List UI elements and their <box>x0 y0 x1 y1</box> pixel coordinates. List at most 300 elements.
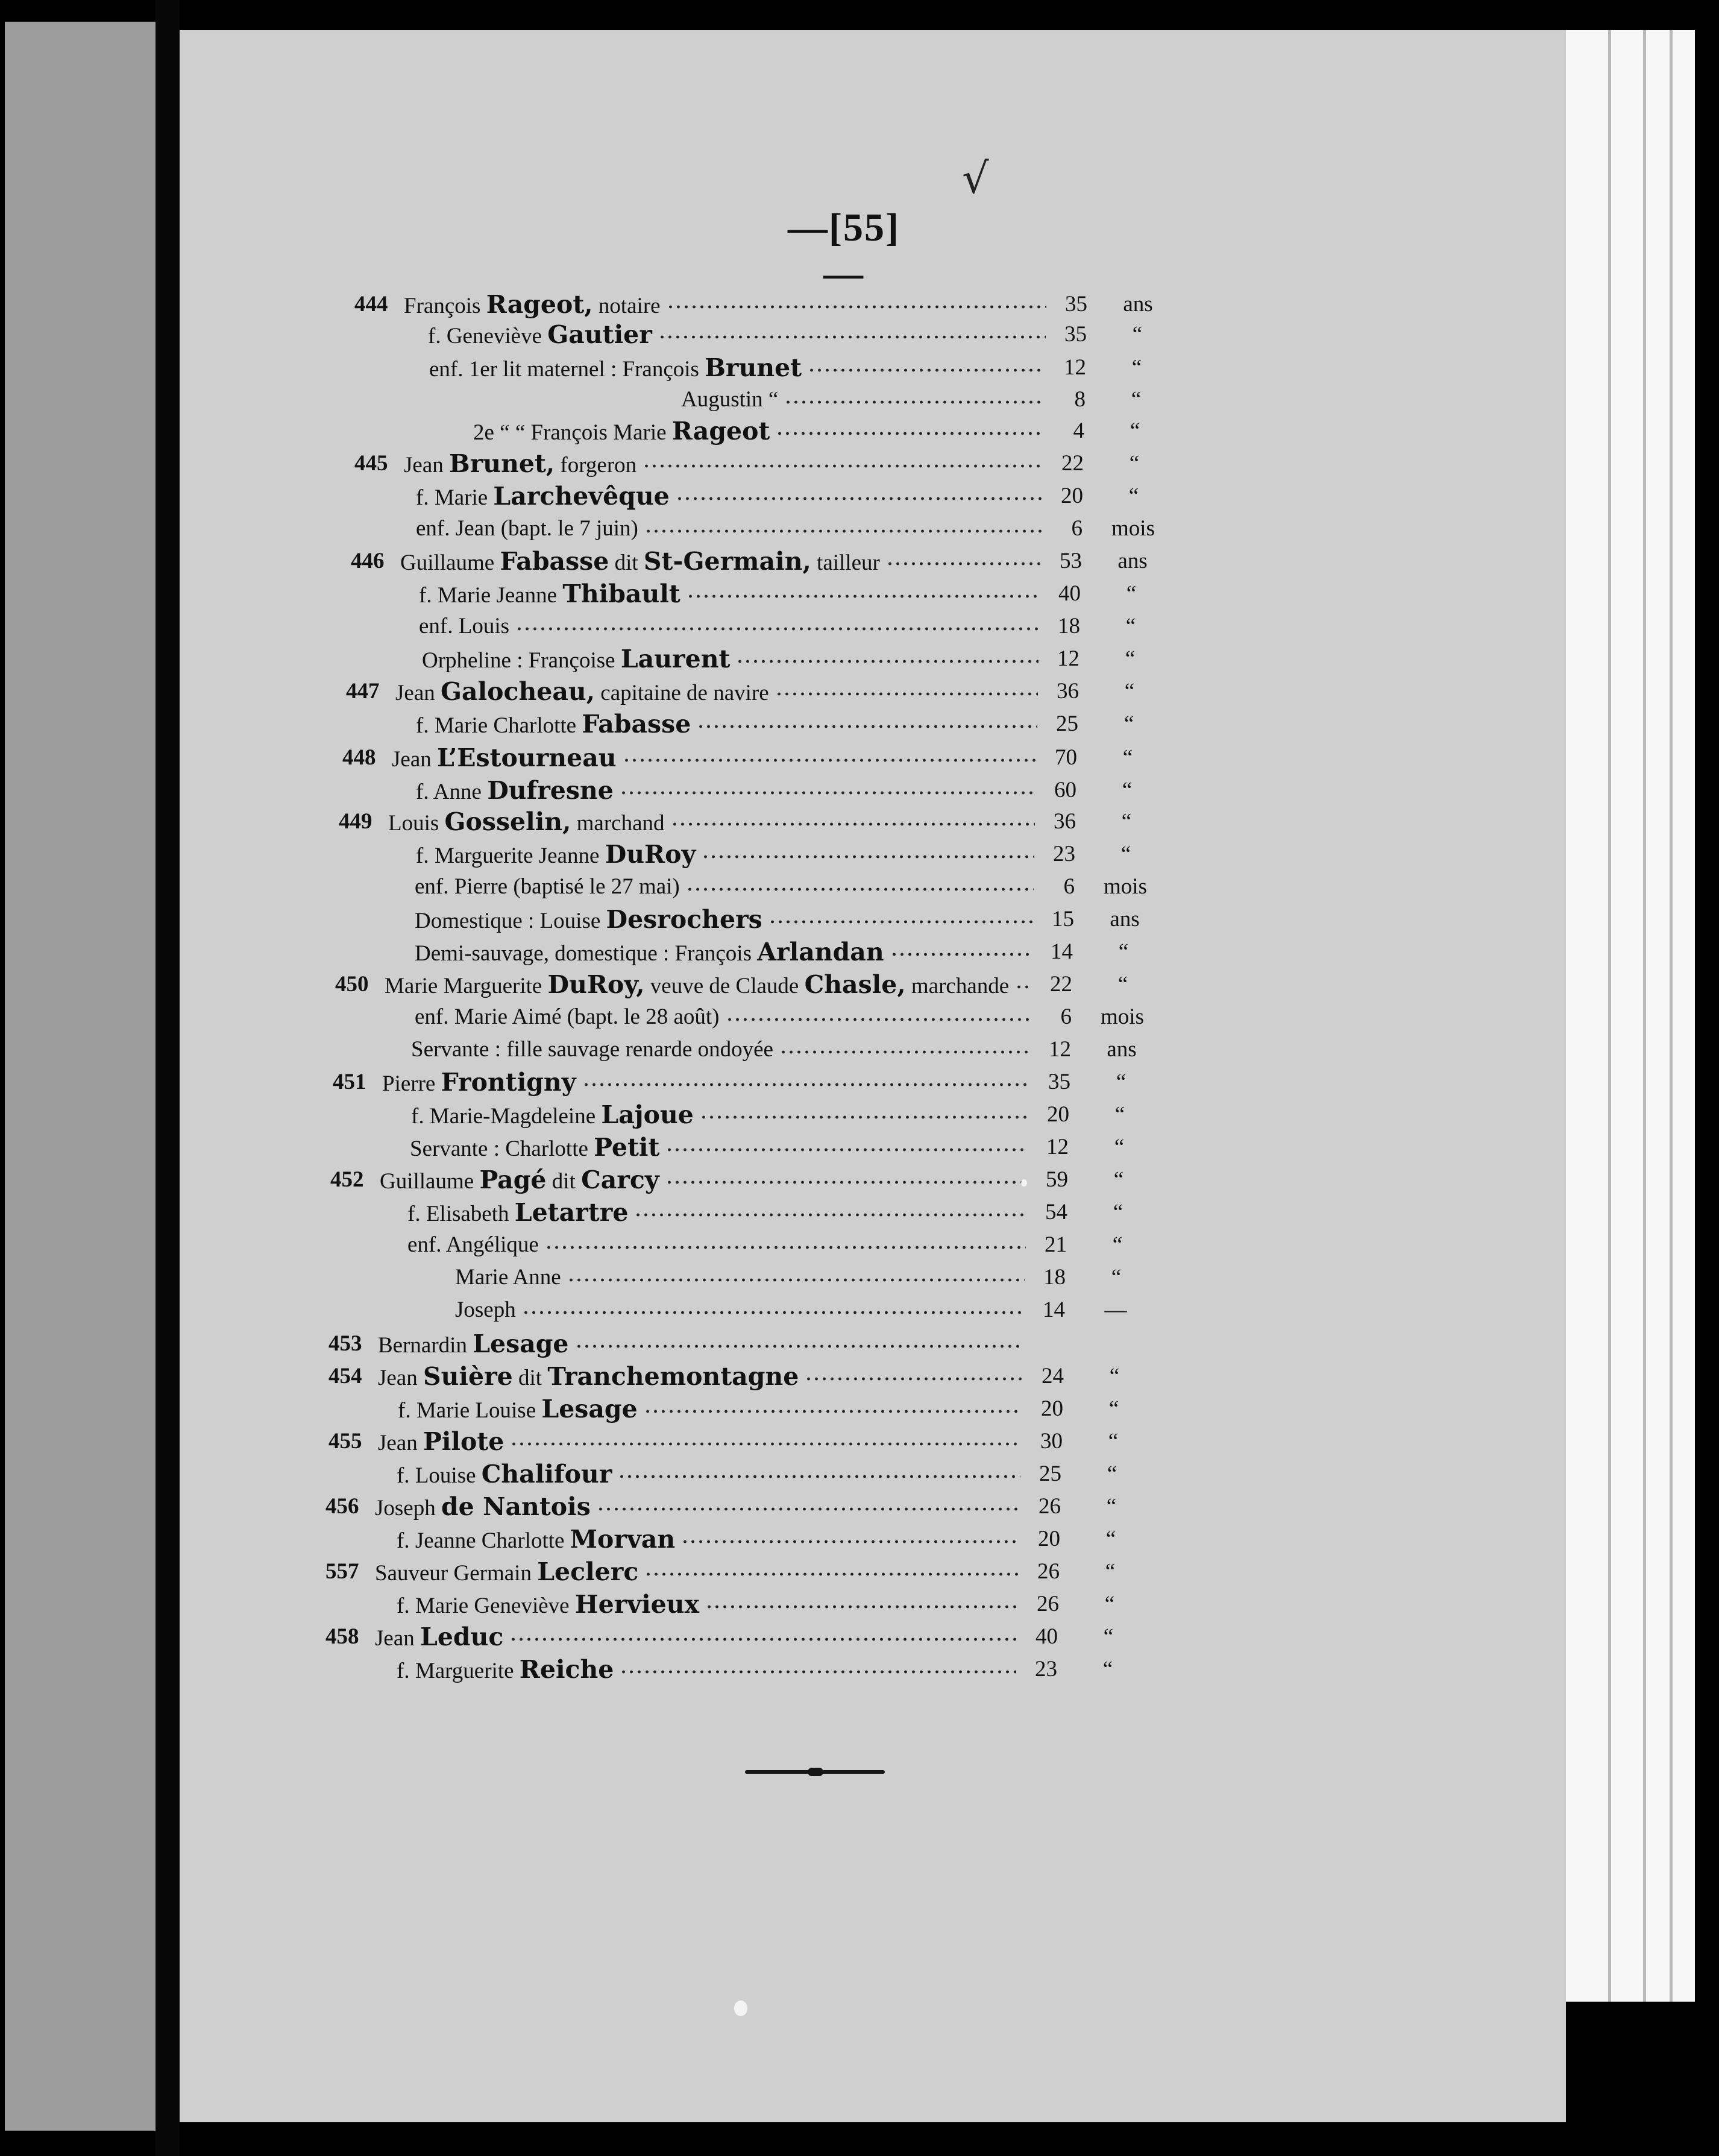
age-value: 12 <box>1057 646 1079 671</box>
given-names: f. Marguerite Jeanne <box>416 843 605 868</box>
age-unit: “ <box>1108 1396 1119 1421</box>
person-entry <box>397 1524 675 1556</box>
check-mark: √ <box>962 154 989 203</box>
age-unit: “ <box>1105 1527 1116 1551</box>
person-entry <box>397 1654 614 1686</box>
dot-leader <box>510 1440 1022 1448</box>
age-unit: “ <box>1125 646 1136 671</box>
age-unit: “ <box>1108 1429 1119 1454</box>
household-number: 456 <box>325 1494 359 1519</box>
age-value: 26 <box>1037 1559 1060 1584</box>
household-number: 445 <box>354 451 388 476</box>
age-unit: “ <box>1122 778 1133 802</box>
age-value: 59 <box>1046 1167 1068 1192</box>
description: dit <box>546 1169 582 1194</box>
surname: DuRoy <box>605 840 696 869</box>
surname: Desrochers <box>606 905 762 934</box>
given-names: f. Elisabeth <box>407 1202 515 1226</box>
given-names: Marie Anne <box>455 1265 561 1290</box>
person-entry <box>382 1067 576 1099</box>
person-entry <box>378 1426 504 1458</box>
person-entry <box>419 611 509 641</box>
person-entry <box>415 1002 720 1032</box>
person-entry <box>398 1394 638 1426</box>
dot-leader <box>643 462 1043 470</box>
household-number: 454 <box>328 1364 362 1388</box>
person-entry <box>416 775 614 807</box>
surname: Dufresne <box>487 776 614 805</box>
dot-leader <box>779 1048 1030 1056</box>
given-names: f. Marie Jeanne <box>419 583 563 608</box>
given-names: enf. 1er lit maternel : François <box>429 357 705 382</box>
dot-leader <box>702 853 1034 861</box>
given-names: Domestique : Louise <box>415 909 606 933</box>
member-row <box>0 1394 1386 1424</box>
age-unit: ans <box>1107 1037 1137 1062</box>
household-row <box>0 1622 1386 1652</box>
household-row <box>0 1361 1386 1392</box>
member-row <box>0 839 1386 869</box>
given-names: Orpheline : Françoise <box>422 648 621 673</box>
age-value: 26 <box>1039 1494 1061 1519</box>
dot-leader <box>736 657 1039 666</box>
dot-leader <box>620 789 1035 797</box>
member-row <box>0 579 1386 609</box>
dot-leader <box>665 1178 1027 1187</box>
dot-leader <box>805 1375 1023 1383</box>
household-row <box>0 546 1386 576</box>
age-value: 23 <box>1035 1657 1057 1682</box>
age-value: 36 <box>1057 679 1079 704</box>
surname: Hervieux <box>574 1590 700 1619</box>
household-row <box>0 969 1386 1000</box>
household-number: 453 <box>328 1331 362 1356</box>
given-names: Augustin “ <box>681 387 779 412</box>
age-value: 35 <box>1065 292 1087 317</box>
age-value: 20 <box>1061 484 1083 508</box>
age-value: 14 <box>1051 939 1073 964</box>
age-value: 21 <box>1045 1232 1067 1257</box>
surname: Lesage <box>473 1329 569 1358</box>
description: marchande <box>905 974 1010 998</box>
dot-leader <box>575 1342 1023 1351</box>
dot-leader <box>705 1603 1018 1611</box>
household-row <box>0 807 1386 837</box>
given-names: Louis <box>388 811 445 836</box>
given-names: enf. Pierre (baptisé le 27 mai) <box>415 874 680 899</box>
member-row <box>0 1002 1386 1032</box>
surname: Leclerc <box>537 1557 639 1586</box>
member-row <box>0 1589 1386 1619</box>
household-row <box>0 743 1386 773</box>
dot-leader <box>1015 983 1031 991</box>
person-entry <box>397 1589 699 1621</box>
age-value: 60 <box>1054 778 1076 802</box>
surname: Morvan <box>570 1525 676 1554</box>
age-unit: “ <box>1129 451 1140 476</box>
person-entry <box>404 289 661 321</box>
surname: Leduc <box>420 1622 504 1651</box>
member-row <box>0 416 1386 446</box>
age-value: 6 <box>1063 874 1075 899</box>
given-names: f. Marie <box>416 485 494 510</box>
person-entry <box>411 1035 773 1065</box>
surname: Arlandan <box>757 938 884 966</box>
member-row <box>0 709 1386 739</box>
person-entry <box>419 579 680 611</box>
dot-leader <box>676 494 1042 503</box>
given-names: Pierre <box>382 1071 441 1096</box>
given-names: Demi-sauvage, domestique : François <box>415 941 758 966</box>
dot-leader <box>768 918 1033 926</box>
dot-leader <box>667 303 1046 311</box>
member-row <box>0 1197 1386 1228</box>
surname: Pagé <box>479 1165 547 1194</box>
age-unit: “ <box>1122 745 1133 770</box>
member-row <box>0 385 1386 415</box>
age-value: 36 <box>1054 809 1076 834</box>
description: dit <box>512 1366 548 1390</box>
household-number: 446 <box>351 549 385 573</box>
dot-leader <box>618 1472 1020 1481</box>
household-number: 452 <box>330 1167 364 1192</box>
age-value: 54 <box>1045 1200 1067 1225</box>
given-names: François <box>404 294 486 318</box>
surname: Letartre <box>514 1198 629 1227</box>
description: notaire <box>592 294 661 318</box>
surname: Gautier <box>547 320 652 349</box>
age-unit: “ <box>1118 939 1129 964</box>
page-fore-edge <box>1566 30 1695 2002</box>
age-value: 20 <box>1038 1527 1060 1551</box>
given-names: Marie Marguerite <box>385 974 548 998</box>
member-row <box>0 320 1386 350</box>
age-unit: “ <box>1120 842 1131 866</box>
given-names: Jean <box>392 747 437 772</box>
person-entry <box>416 514 638 544</box>
age-unit: “ <box>1109 1364 1120 1388</box>
member-row <box>0 1524 1386 1554</box>
age-value: 18 <box>1058 614 1080 638</box>
given-names: Guillaume <box>380 1169 480 1194</box>
surname: Thibault <box>562 579 680 608</box>
given-names: Joseph <box>455 1297 516 1322</box>
given-names: Jean <box>378 1366 423 1390</box>
age-value: 25 <box>1056 711 1078 736</box>
person-entry <box>455 1295 516 1325</box>
surname: Fabasse <box>582 710 691 739</box>
dot-leader <box>890 950 1032 959</box>
member-row <box>0 514 1386 544</box>
member-row <box>0 644 1386 674</box>
household-row <box>0 1067 1386 1097</box>
dot-leader <box>515 625 1039 633</box>
household-number: 557 <box>325 1559 359 1584</box>
age-value: 6 <box>1071 516 1083 541</box>
surname: Galocheau, <box>441 677 596 706</box>
age-value: 4 <box>1073 418 1084 443</box>
age-unit: “ <box>1116 1070 1127 1094</box>
household-row <box>0 1165 1386 1195</box>
surname: Frontigny <box>441 1068 576 1097</box>
age-value: 22 <box>1050 972 1072 997</box>
age-unit: “ <box>1121 809 1132 834</box>
age-unit: ans <box>1110 907 1140 931</box>
given-names: Jean <box>404 453 449 478</box>
person-entry <box>397 1459 612 1491</box>
dot-leader <box>665 1146 1028 1154</box>
age-unit: “ <box>1117 972 1128 997</box>
member-row <box>0 937 1386 967</box>
age-unit: mois <box>1101 1004 1144 1029</box>
paper-speck <box>1021 1179 1027 1187</box>
dot-leader <box>597 1505 1020 1513</box>
given-names: Sauveur Germain <box>375 1561 538 1586</box>
paper-speck <box>734 2000 747 2016</box>
person-entry <box>416 709 691 741</box>
given-names: f. Marie Charlotte <box>416 713 582 738</box>
dot-leader <box>567 1276 1025 1284</box>
age-value: 70 <box>1055 745 1077 770</box>
person-entry <box>681 385 778 415</box>
household-number: 450 <box>335 972 369 997</box>
age-value: 22 <box>1061 451 1084 476</box>
person-entry <box>392 743 617 775</box>
age-unit: “ <box>1103 1624 1114 1649</box>
dot-leader <box>681 1537 1019 1546</box>
person-entry <box>415 937 884 969</box>
dot-leader <box>620 1668 1016 1676</box>
member-row <box>0 1654 1386 1685</box>
person-entry <box>415 904 762 936</box>
person-entry <box>410 1132 659 1164</box>
given-names: Bernardin <box>378 1333 473 1358</box>
surname: Pilote <box>423 1427 504 1456</box>
given-names: f. Marguerite <box>397 1659 520 1683</box>
dot-leader <box>686 885 1034 894</box>
household-row <box>0 1329 1386 1359</box>
given-names: enf. Louis <box>419 614 510 638</box>
surname: L’Estourneau <box>437 743 617 772</box>
person-entry <box>378 1329 569 1361</box>
age-unit: mois <box>1104 874 1147 899</box>
age-value: 25 <box>1039 1461 1061 1486</box>
age-value: 18 <box>1043 1265 1066 1290</box>
person-entry <box>388 807 665 839</box>
age-value: 40 <box>1035 1624 1058 1649</box>
age-value: 40 <box>1058 581 1081 606</box>
age-value: 6 <box>1060 1004 1072 1029</box>
age-unit: “ <box>1126 581 1137 606</box>
member-row <box>0 481 1386 511</box>
dot-leader <box>726 1015 1031 1024</box>
person-entry <box>416 839 696 871</box>
given-names: enf. Marie Aimé (bapt. le 28 août) <box>415 1004 720 1029</box>
surname: Laurent <box>620 645 731 673</box>
dot-leader <box>700 1113 1028 1121</box>
dot-leader <box>808 366 1045 374</box>
dot-leader <box>509 1635 1017 1644</box>
household-number: 455 <box>328 1429 362 1454</box>
description: forgeron <box>555 453 637 478</box>
household-row <box>0 1492 1386 1522</box>
age-value: 20 <box>1041 1396 1063 1421</box>
surname: Lajoue <box>601 1100 694 1129</box>
age-value: 30 <box>1040 1429 1063 1454</box>
dot-leader <box>545 1243 1026 1252</box>
household-row <box>0 449 1386 479</box>
age-unit: “ <box>1112 1232 1123 1257</box>
member-row <box>0 1295 1386 1325</box>
description: capitaine de navire <box>595 681 769 705</box>
age-value: 8 <box>1074 387 1086 412</box>
fore-edge-line <box>1643 30 1646 2002</box>
age-unit: “ <box>1128 484 1139 508</box>
person-entry <box>422 644 730 676</box>
fore-edge-line <box>1670 30 1673 2002</box>
member-row <box>0 1132 1386 1162</box>
age-value: 14 <box>1043 1297 1065 1322</box>
age-unit: “ <box>1125 614 1136 638</box>
description: marchand <box>571 811 665 836</box>
description: tailleur <box>811 550 880 575</box>
given-names: Jean <box>375 1626 420 1651</box>
member-row <box>0 1459 1386 1489</box>
age-unit: “ <box>1131 355 1142 380</box>
given-names: Jean <box>378 1431 423 1455</box>
age-unit: “ <box>1114 1102 1125 1127</box>
surname: Reiche <box>519 1655 614 1684</box>
age-value: 15 <box>1052 907 1074 931</box>
age-unit: “ <box>1111 1265 1122 1290</box>
age-unit: “ <box>1123 711 1134 736</box>
member-row <box>0 1100 1386 1130</box>
surname: Lesage <box>541 1395 638 1423</box>
member-row <box>0 1035 1386 1065</box>
given-names: Guillaume <box>400 550 500 575</box>
age-value: 23 <box>1053 842 1075 866</box>
age-unit: “ <box>1106 1494 1117 1519</box>
dot-leader <box>634 1211 1026 1219</box>
age-value: 12 <box>1049 1037 1071 1062</box>
dot-leader <box>776 429 1043 438</box>
person-entry <box>375 1557 638 1589</box>
household-row <box>0 1557 1386 1587</box>
member-row <box>0 872 1386 902</box>
description: veuve de Claude <box>644 974 805 998</box>
given-names: f. Anne <box>416 780 488 804</box>
member-row <box>0 1262 1386 1293</box>
dot-leader <box>644 1570 1019 1578</box>
person-entry <box>429 353 802 385</box>
age-unit: “ <box>1107 1461 1117 1486</box>
given-names: 2e “ “ François Marie <box>473 420 672 445</box>
surname: DuRoy, <box>547 970 645 999</box>
household-number: 448 <box>342 745 376 770</box>
age-value: 12 <box>1064 355 1086 380</box>
surname: Larchevêque <box>493 482 670 511</box>
person-entry <box>415 872 680 902</box>
person-entry <box>400 546 880 578</box>
person-entry <box>428 320 652 351</box>
dot-leader <box>582 1080 1029 1089</box>
person-entry <box>407 1230 539 1260</box>
given-names: f. Marie-Magdeleine <box>411 1104 602 1129</box>
given-names: Servante : Charlotte <box>410 1136 594 1161</box>
person-entry <box>380 1165 659 1197</box>
age-unit: “ <box>1130 418 1140 443</box>
given-names: Servante : fille sauvage renarde ondoyée <box>411 1037 773 1062</box>
dot-leader <box>623 756 1036 764</box>
age-unit: — <box>1104 1297 1127 1322</box>
age-unit: “ <box>1102 1657 1113 1682</box>
age-value: 35 <box>1048 1070 1070 1094</box>
surname: Fabasse <box>500 547 609 576</box>
dot-leader <box>886 559 1041 568</box>
description: dit <box>609 550 644 575</box>
dot-leader <box>644 1407 1022 1416</box>
dot-leader <box>658 333 1046 341</box>
person-entry <box>404 449 636 481</box>
given-names: f. Jeanne Charlotte <box>397 1528 570 1553</box>
surname: de Nantois <box>441 1492 591 1521</box>
given-names: f. Louise <box>397 1463 482 1488</box>
dot-leader <box>687 592 1040 600</box>
age-unit: “ <box>1131 387 1142 412</box>
surname: St-Germain, <box>643 547 811 576</box>
age-unit: “ <box>1124 679 1135 704</box>
member-row <box>0 775 1386 805</box>
age-unit: “ <box>1132 322 1143 347</box>
page-number: —[55]— <box>788 206 900 295</box>
dot-leader <box>644 527 1042 535</box>
person-entry <box>455 1262 561 1293</box>
age-unit: ans <box>1123 292 1153 317</box>
person-entry <box>416 481 670 513</box>
age-unit: “ <box>1104 1592 1115 1616</box>
surname: Brunet <box>705 353 802 382</box>
age-value: 20 <box>1047 1102 1069 1127</box>
given-names: f. Geneviève <box>428 324 548 348</box>
given-names: Jean <box>395 681 441 705</box>
person-entry <box>375 1492 591 1524</box>
surname: Carcy <box>581 1165 659 1194</box>
person-entry <box>375 1622 503 1654</box>
dot-leader <box>671 820 1035 828</box>
household-number: 451 <box>333 1070 366 1094</box>
surname: Rageot <box>671 417 770 446</box>
person-entry <box>411 1100 694 1132</box>
member-row <box>0 904 1386 935</box>
surname: Chasle, <box>804 970 906 999</box>
member-row <box>0 611 1386 641</box>
age-value: 24 <box>1042 1364 1064 1388</box>
household-row <box>0 676 1386 707</box>
person-entry <box>473 416 770 448</box>
household-number: 447 <box>346 679 380 704</box>
household-number: 444 <box>354 292 388 317</box>
surname: Gosselin, <box>444 807 571 836</box>
dot-leader <box>697 722 1037 731</box>
surname: Rageot, <box>486 290 593 319</box>
person-entry <box>378 1361 799 1393</box>
member-row <box>0 353 1386 383</box>
person-entry <box>407 1197 628 1229</box>
surname: Petit <box>594 1133 660 1162</box>
surname: Brunet, <box>449 449 555 478</box>
age-unit: “ <box>1114 1135 1125 1159</box>
person-entry <box>395 676 769 708</box>
